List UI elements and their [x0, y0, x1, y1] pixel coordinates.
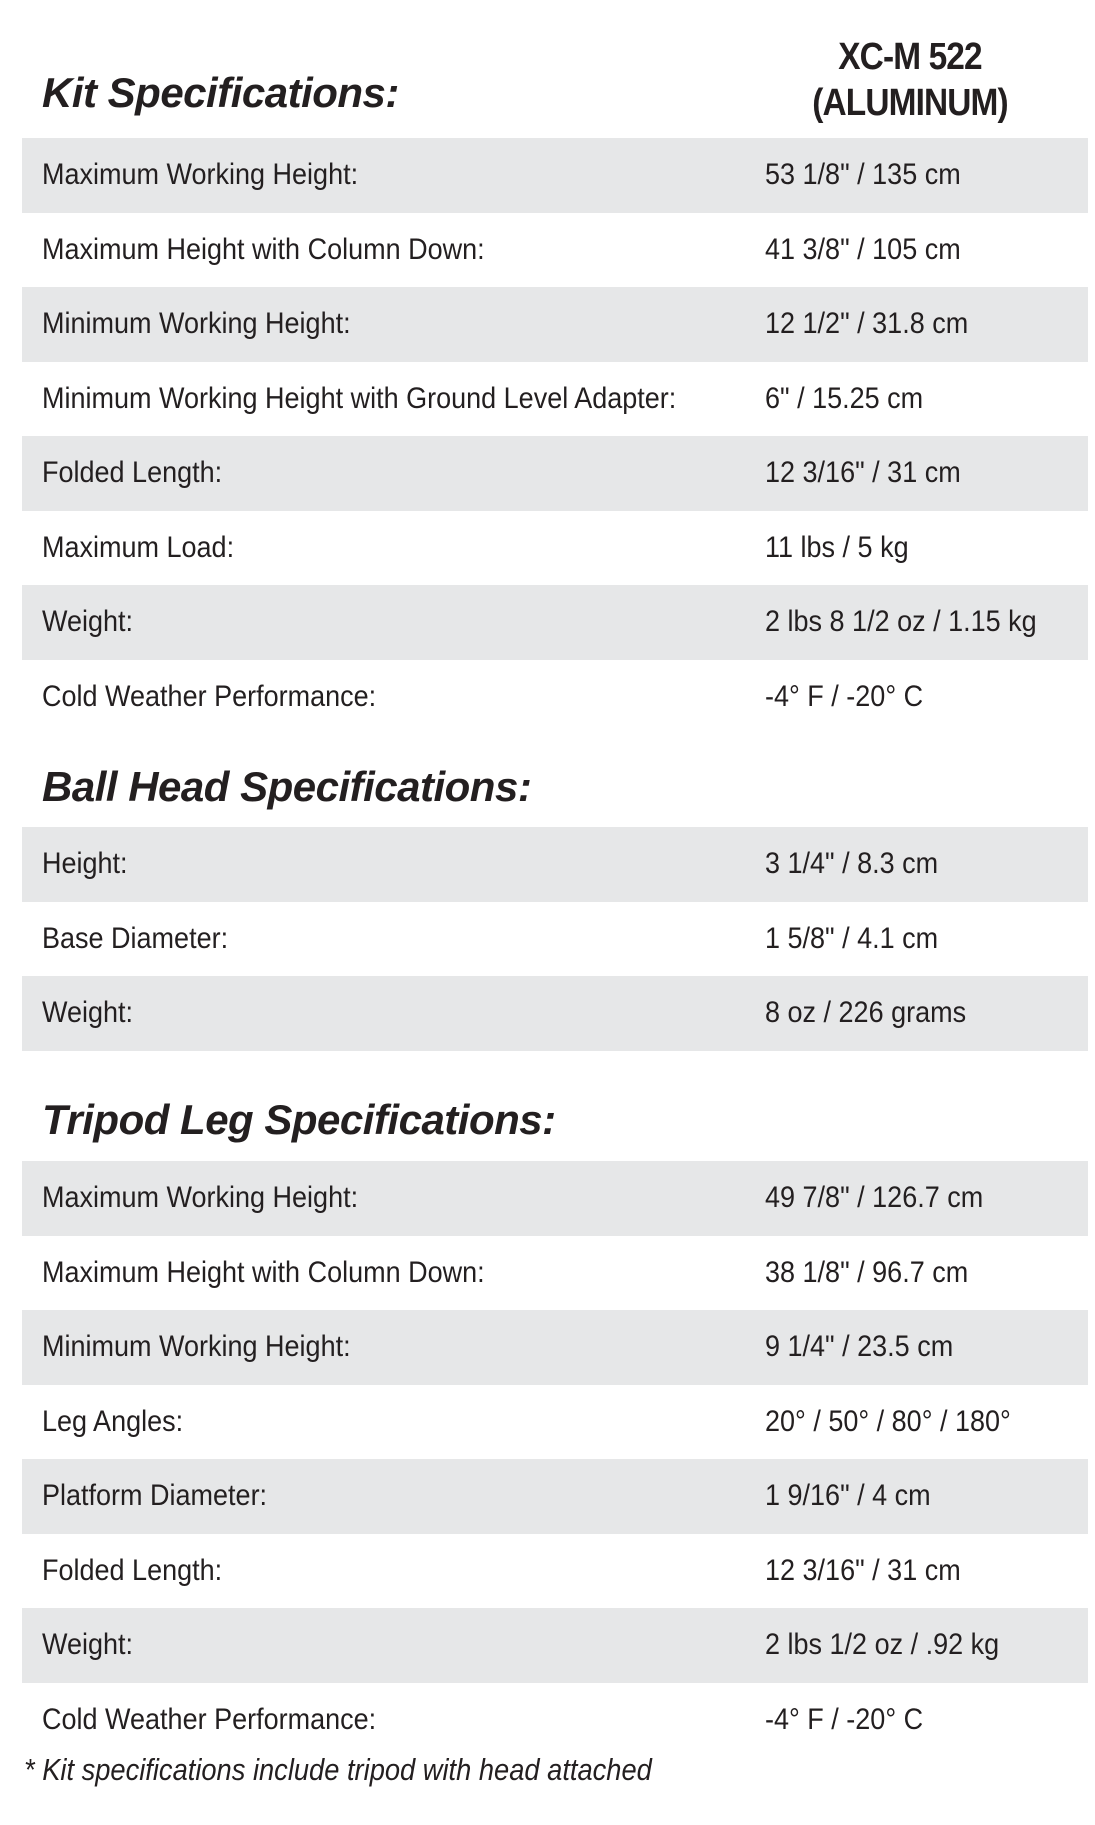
spec-value: 49 7/8" / 126.7 cm [765, 1181, 984, 1215]
spec-label: Minimum Working Height: [42, 307, 351, 341]
spec-label: Maximum Working Height: [42, 1181, 359, 1215]
spec-value: 3 1/4" / 8.3 cm [765, 847, 939, 881]
spec-label: Weight: [42, 996, 134, 1030]
model-column-header [760, 34, 1059, 126]
spec-value: -4° F / -20° C [765, 1702, 924, 1736]
spec-row [22, 1236, 1088, 1311]
spec-row [22, 827, 1088, 902]
kit-specifications-table [22, 138, 1088, 734]
spec-value: 11 lbs / 5 kg [765, 530, 909, 564]
ball-head-specifications-table [22, 827, 1088, 1051]
footnote: * Kit specifications include tripod with head attached [24, 1752, 652, 1787]
spec-label: Minimum Working Height: [42, 1330, 351, 1364]
spec-label: Maximum Load: [42, 530, 235, 564]
spec-row [22, 511, 1088, 586]
spec-value: 20° / 50° / 80° / 180° [765, 1404, 1011, 1438]
tripod-leg-specifications-table [22, 1161, 1088, 1757]
spec-row [22, 362, 1088, 437]
spec-value: 12 3/16" / 31 cm [765, 1553, 961, 1587]
spec-value: 2 lbs 8 1/2 oz / 1.15 kg [765, 605, 1037, 639]
spec-row [22, 213, 1088, 288]
spec-row [22, 1683, 1088, 1758]
spec-label: Cold Weather Performance: [42, 679, 377, 713]
model-name: XC-M 522 [838, 36, 982, 78]
spec-label: Maximum Height with Column Down: [42, 232, 485, 266]
spec-value: 12 3/16" / 31 cm [765, 456, 961, 490]
spec-label: Minimum Working Height with Ground Level Adapter: [42, 381, 677, 415]
spec-label: Maximum Working Height: [42, 158, 359, 192]
spec-label: Leg Angles: [42, 1404, 184, 1438]
spec-row [22, 976, 1088, 1051]
spec-value: 38 1/8" / 96.7 cm [765, 1255, 969, 1289]
spec-value: 41 3/8" / 105 cm [765, 232, 961, 266]
ball-head-specifications-title: Ball Head Specifications: [42, 763, 532, 810]
spec-row [22, 1459, 1088, 1534]
spec-value: 2 lbs 1/2 oz / .92 kg [765, 1628, 1000, 1662]
spec-row [22, 585, 1088, 660]
spec-row [22, 138, 1088, 213]
spec-label: Folded Length: [42, 456, 223, 490]
spec-label: Weight: [42, 605, 134, 639]
spec-value: -4° F / -20° C [765, 679, 924, 713]
spec-row [22, 1608, 1088, 1683]
spec-value: 1 9/16" / 4 cm [765, 1479, 931, 1513]
spec-value: 9 1/4" / 23.5 cm [765, 1330, 954, 1364]
spec-value: 1 5/8" / 4.1 cm [765, 921, 939, 955]
spec-row [22, 1310, 1088, 1385]
spec-label: Maximum Height with Column Down: [42, 1255, 485, 1289]
spec-value: 8 oz / 226 grams [765, 996, 967, 1030]
kit-specifications-title: Kit Specifications: [42, 69, 399, 116]
spec-label: Folded Length: [42, 1553, 223, 1587]
spec-row [22, 1161, 1088, 1236]
spec-row [22, 287, 1088, 362]
spec-value: 6" / 15.25 cm [765, 381, 924, 415]
spec-value: 53 1/8" / 135 cm [765, 158, 961, 192]
model-material: (ALUMINUM) [812, 82, 1008, 124]
spec-label: Cold Weather Performance: [42, 1702, 377, 1736]
spec-label: Weight: [42, 1628, 134, 1662]
spec-label: Base Diameter: [42, 921, 229, 955]
spec-row [22, 902, 1088, 977]
spec-row [22, 660, 1088, 735]
spec-label: Platform Diameter: [42, 1479, 268, 1513]
tripod-leg-specifications-title: Tripod Leg Specifications: [42, 1096, 556, 1143]
spec-row [22, 436, 1088, 511]
spec-value: 12 1/2" / 31.8 cm [765, 307, 969, 341]
spec-label: Height: [42, 847, 128, 881]
spec-row [22, 1385, 1088, 1460]
spec-row [22, 1534, 1088, 1609]
